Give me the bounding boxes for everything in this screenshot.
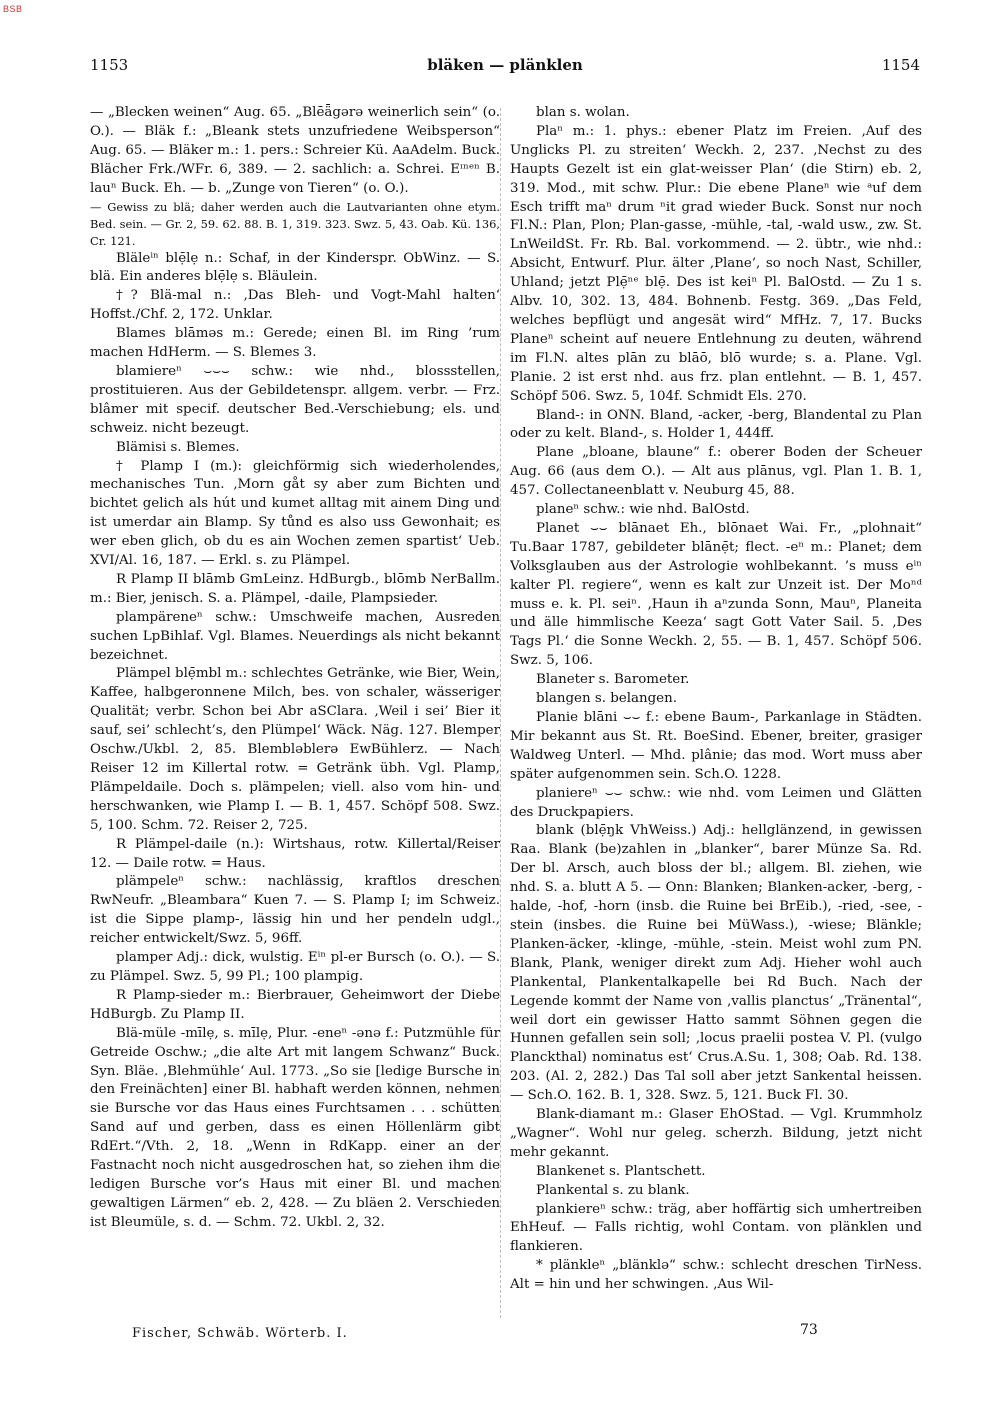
dictionary-entry: blangen s. belangen. [536,691,677,707]
dictionary-entry: Plankental s. zu blank. [536,1182,690,1198]
dictionary-entry: plamper Adj.: dick, wulstig. Eⁱⁿ pl-er Bursch (o. O.). — S. zu Plämpel. Swz. 5, 99 Pl.; 100 plampig. [90,950,500,984]
dictionary-entry: Blames blāməs m.: Gerede; einen Bl. im Ring ’rum machen HdHerm. — S. Blemes 3. [90,326,500,361]
dictionary-entry: R Plämpel-daile (n.): Wirtshaus, rotw. Killertal/Reiser 12. — Daile rotw. = Haus. [90,836,500,871]
dictionary-entry: * plänkleⁿ „blänklə“ schw.: schlecht dreschen TirNess. Alt = hin und her schwingen. ‚Aus Wil- [510,1258,922,1293]
dictionary-entry: planeⁿ schw.: wie nhd. BalOstd. [536,502,750,518]
dictionary-entry: plämpeleⁿ schw.: nachlässig, kraftlos dreschen RwNeufr. „Bleambara“ Kuen 7. — S. Plamp I; im Schweiz. ist die Sippe plamp-, lässig hin und her pendeln udgl., reicher entwickelt/Swz. 5, 96ff. [90,874,500,947]
dictionary-entry: Blä-müle -mīlẹ, s. mīlẹ, Plur. -eneⁿ -ənə f.: Putzmühle für Getreide Oschw.; „die alte Art mit langem Schwanz“ Buck. Syn. Bläe. ‚Blehmühle‘ Aul. 1773. „So sie [ledige Bursche in den Freinächten] einer Bl. habhaft werden können, nehmen sie Bursche vor das Haus eines Furchtsamen . . . schütten Sand auf und gerben, dass es einen Höllenlärm gibt RdErt.“/Vth. 2, 18. „Wenn in RdKapp. einer an der Fastnacht noch nicht ausgedroschen hat, so ziehen ihm die ledigen Bursche vor’s Haus mit einer Bl. und machen gewaltigen Lärmen“ eb. 2, 428. — Zu bläen 2. Verschieden ist Bleumüle, s. d. — Schm. 72. Ukbl. 2, 32. [90,1025,500,1230]
dictionary-entry: † Plamp I (m.): gleichförmig sich wiederholendes, mechanisches Tun. ‚Morn gåt sy aber zum Bichten und bichtet gelich als hút und kumet alltag mit ainem Ding und ist umerdar ain Blamp. Sy tůnd es also uss Gewonhait; es wer eben glich, ob du es ain Wochen zemen spartist‘ Ueb. XVI/Al. 16, 187. — Erkl. s. zu Plämpel. [90,458,500,569]
footer-signature: Fischer, Schwäb. Wörterb. I. [132,1326,348,1341]
dictionary-entry: R Plamp-sieder m.: Bierbrauer, Geheimwort der Diebe HdBurgb. Zu Plamp II. [90,987,500,1022]
dictionary-entry: Blankenet s. Plantschett. [536,1163,706,1179]
dictionary-entry: plankiereⁿ schw.: träg, aber hoffärtig sich umhertreiben EhHeuf. — Falls richtig, wohl Contam. von plänklen und flankieren. [510,1201,922,1255]
left-page-number: 1153 [90,56,129,74]
dictionary-entry: Bläleⁱⁿ blẹ̄lẹ n.: Schaf, in der Kinderspr. ObWinz. — S. blä. Ein anderes blẹ̄lẹ s. Bläulein. [90,250,500,285]
running-title: bläken — plänklen [427,56,583,74]
dictionary-entry: Bland-: in ONN. Bland, -acker, -berg, Blandental zu Plan oder zu kelt. Bland-, s. Holder 1, 444ff. [510,407,922,442]
dictionary-entry: blamiereⁿ ⌣⌣⌣ schw.: wie nhd., blossstellen, prostituieren. Aus der Gebildetenspr. allgem. verbr. — Frz. blâmer mit specif. deutscher Bed.-Verschiebung; els. und schweiz. nicht bezeugt. [90,363,500,436]
dictionary-entry: — „Blecken weinen“ Aug. 65. „Blēǟgərə weinerlich sein“ (o. O.). — Bläk f.: „Bleank stets unzufriedene Weibsperson“ Aug. 65. — Bläker m.: 1. pers.: Schreier Kü. AaAdelm. Buck. Blächer Frk./WFr. 6, 389. — 2. sachlich: a. Schrei. Eᶦⁿᵉⁿ B. lauⁿ Buck. Eh. — b. „Zunge von Tieren“ (o. O.). [90,105,500,196]
dictionary-entry: plampäreneⁿ schw.: Umschweife machen, Ausreden suchen LpBihlaf. Vgl. Blames. Neuerdings als nicht bekannt bezeichnet. [90,609,500,663]
dictionary-entry: R Plamp II blāmb GmLeinz. HdBurgb., blōmb NerBallm. m.: Bier, jenisch. S. a. Plämpel, -daile, Plampsieder. [90,571,500,606]
dictionary-entry: blank (blẹ̄ŋk VhWeiss.) Adj.: hellglänzend, in gewissen Raa. Blank (be)zahlen in „blanker“, barer Münze Sa. Rd. Der bl. Arsch, auch bloss der bl.; allgem. Bl. ziehen, wie nhd. S. a. blutt A 5. — Onn: Blanken; Blanken-acker, -berg, -halde, -hof, -horn (insb. die Ruine bei BrEib.), -ried, -see, -stein (insbes. die Ruine bei MüWass.), -wiese; Blänkle; Planken-äcker, -klinge, -mühle, -stein. Meist wohl zum PN. Blank, Plank, weniger direkt zum Adj. Hieher wohl auch Plankental, Plankentalkapelle bei Rd Buch. Nach der Legende kommt der Name von ‚vallis planctus‘ „Tränental“, weil dort ein gewisser Hatto sammt Söhnen gegen die Hunnen gefallen sein soll; ‚locus praelii postea V. Pl. (vulgo Planckthal) nominatus est‘ Crus.A.Su. 1, 308; Oab. Rd. 138. 203. (Al. 2, 282.) Das Tal soll aber jetzt Sankental heissen. — Sch.O. 162. B. 1, 328. Swz. 5, 121. Buck Fl. 30. [510,823,922,1104]
dictionary-entry: planiereⁿ ⌣⌣ schw.: wie nhd. vom Leimen und Glätten des Druckpapiers. [510,785,922,820]
right-page-number: 1154 [881,56,920,74]
dictionary-entry: — Gewiss zu blä; daher werden auch die Lautvarianten ohne etym. Bed. sein. — Gr. 2, 59. 62. 88. B. 1, 319. 323. Swz. 5, 43. Oab. Kü. 136, Cr. 121. [90,199,500,248]
dictionary-entry: Plane „bloane, blaune“ f.: oberer Boden der Scheuer Aug. 66 (aus dem O.). — Alt aus plānus, vgl. Plan 1. B. 1, 457. Collectaneenblatt v. Neuburg 45, 88. [510,445,922,499]
dictionary-entry: Blaneter s. Barometer. [536,672,690,688]
page-header [90,56,920,82]
sheet-number: 73 [800,1322,818,1338]
dictionary-entry: †? Blä-mal n.: ‚Das Bleh- und Vogt-Mahl halten‘ Hoffst./Chf. 2, 172. Unklar. [90,288,500,323]
dictionary-entry: Planie blāni ⌣⌣ f.: ebene Baum-, Parkanlage in Städten. Mir bekannt aus St. Rt. BoeSind. Ebener, breiter, grasiger Waldweg Unterl. — Mhd. plânie; das mod. Wort muss aber später aufgenommen sein. Sch.O. 1228. [510,710,922,782]
library-stamp: BSB [3,4,23,14]
dictionary-entry: Plaⁿ m.: 1. phys.: ebener Platz im Freien. ‚Auf des Unglicks Pl. zu streiten‘ Weckh. 2, 237. ‚Nechst zu des Haupts Gezelt ist ein glat-weisser Plan‘ (die Stirn) eb. 2, 319. Mod., mit schw. Plur.: Die ebene Planeⁿ wie ᵃuf dem Esch trifft maⁿ drum ⁿit grad wieder Buck. Sonst nur noch Fl.N.: Plan, Plon; Plan-gasse, -mühle, -tal, -wald usw., zw. St. LnWeildSt. Fr. Rb. Bal. vorkommend. — 2. übtr., wie nhd.: Absicht, Entwurf. Plur. älter ‚Plane‘, so noch Nast, Schiller, Uhland; jetzt Plẹ̄ⁿᵉ blẹ̄. Des ist keiⁿ Pl. BalOstd. — Zu 1 s. Albv. 10, 302. 13, 484. Bohnenb. Festg. 369. „Das Feld, welches bepflügt und angesät wird“ MfHz. 7, 17. Bucks Planeⁿ scheint auf neuere Entlehnung zu deuten, während im Fl.N. altes plān zu blāō, blō̄ wurde; s. a. Plane. Vgl. Planie. 2 ist erst nhd. aus frz. plan entlehnt. — B. 1, 457. Schöpf 506. Swz. 5, 104f. Schmidt Els. 270. [510,123,922,404]
dictionary-entry: Blank-diamant m.: Glaser EhOStad. — Vgl. Krummholz „Wagner“. Wohl nur geleg. scherzh. Bildung, jetzt nicht mehr gekannt. [510,1107,922,1160]
dictionary-entry: blan s. wolan. [536,105,630,120]
right-column [510,104,922,1314]
dictionary-entry: Planet ⌣⌣ blānaet Eh., blōnaet Wai. Fr., „plohnait“ Tu.Baar 1787, gebildeter blānẹ̄t; flect. -eⁿ m.: Planet; dem Volksglauben aus der Astrologie wohlbekannt. ’s muss eⁱⁿ kalter Pl. regiere“, wenn es kalt zur Unzeit ist. Der Moⁿᵈ muss e. k. Pl. seiⁿ. ‚Haun ih aⁿzunda Sonn, Mauⁿ, Planeita und älle himmlische Keeza‘ sagt Gott Vater Sail. 5. ‚Des Tags Pl.‘ die Sonne Weckh. 2, 55. — B. 1, 457. Schöpf 506. Swz. 5, 106. [510,520,922,669]
dictionary-entry: Plämpel blẹ̄mbl m.: schlechtes Getränke, wie Bier, Wein, Kaffee, halbgeronnene Milch, bes. von schaler, wässeriger Qualität; verbr. Schon bei Abr aSClara. ‚Weil i sei’ Bier it sauf, sei’ schlecht’s, den Plümpel‘ Wäck. Näg. 127. Blemper Oschw./Ukbl. 2, 85. Blembləblerə EwBühlerz. — Nach Reiser 12 im Killertal rotw. = Getränk übh. Vgl. Plamp, Plämpeldaile. Doch s. plämpelen; viell. also vom hin- und herschwanken, wie Plamp I. — B. 1, 457. Schöpf 508. Swz. 5, 100. Schm. 72. Reiser 2, 725. [90,666,500,833]
column-divider [500,108,501,1318]
dictionary-entry: Blämisi s. Blemes. [116,439,240,455]
left-column [90,104,500,1314]
